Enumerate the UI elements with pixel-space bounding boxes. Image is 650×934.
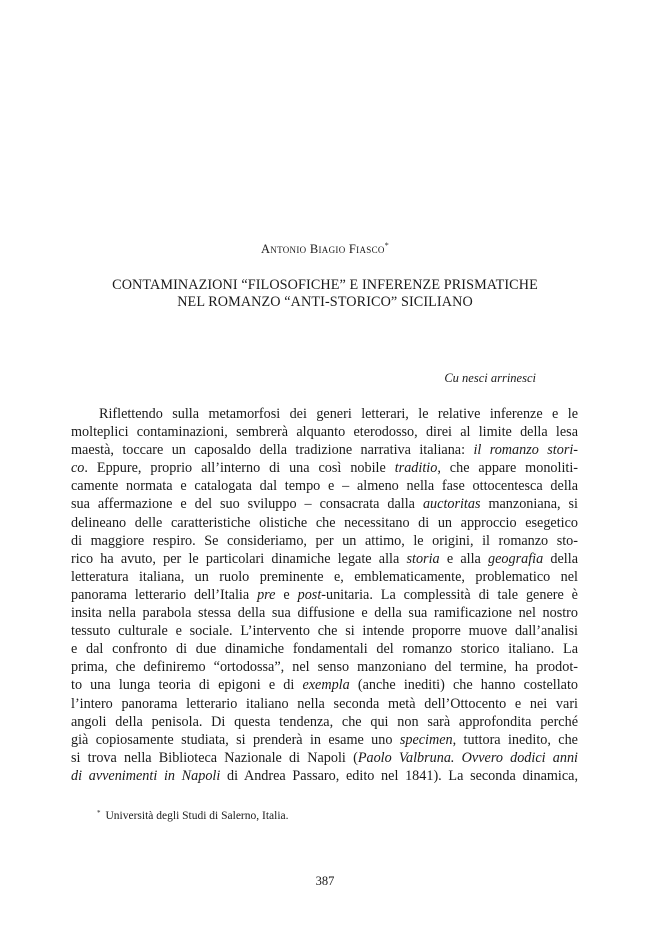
text-line: insita nella parabola stessa della sua diffusione e della sua ramificazione nel nostro [71,605,578,622]
text-line: sua affermazione e del suo sviluppo – consacrata dalla auctoritas manzoniana, si [71,496,578,513]
page-number: 387 [315,874,335,888]
text-line: camente normata e catalogata dal tempo e – almeno nella fase ottocentesca della [71,478,578,495]
title-line: CONTAMINAZIONI “FILOSOFICHE” E INFERENZE PRISMATICHE [112,277,538,293]
text-line: di maggiore respiro. Se consideriamo, per un attimo, le origini, il romanzo sto- [71,532,578,549]
text-line: già copiosamente studiata, si prenderà in esame uno specimen, tuttora inedito, che [71,731,578,748]
text-line: Riflettendo sulla metamorfosi dei generi letterari, le relative inferenze e le [99,406,578,422]
text-line: co. Eppure, proprio all’interno di una così nobile traditio, che appare monoliti- [71,460,578,477]
footnote-marker: * [384,241,389,250]
text-line: si trova nella Biblioteca Nazionale di Napoli (Paolo Valbruna. Ovvero dodici anni [71,749,579,766]
text-line: delineano delle caratteristiche olistiche che necessitano di un approccio esegetico [71,514,578,531]
footnote-text: Università degli Studi di Salerno, Italia. [105,810,289,822]
text-line: di avvenimenti in Napoli di Andrea Passaro, edito nel 1841). La seconda dinamica, [71,767,578,784]
text-line: to una lunga teoria di epigoni e di exempla (anche inediti) che hanno costellato [71,677,578,694]
footnote [97,809,289,822]
text-line: angoli della penisola. Di questa tendenza, che qui non sarà approfondita perché [71,713,578,730]
footnote-marker: * [97,809,101,817]
article-title [60,277,590,311]
epigraph: Cu nesci arrinesci [444,371,536,385]
text-line: e dal confronto di due dinamiche fondamentali del romanzo storico italiano. La [71,641,578,658]
body-paragraph [71,405,578,785]
text-line: l’intero panorama letterario italiano nella seconda metà dell’Ottocento e nei vari [71,695,578,712]
author-name: Antonio Biagio Fiasco* [260,241,389,257]
text-line: maestà, toccare un caposaldo della tradizione narrativa italiana: il romanzo stori- [71,442,579,459]
text-line: panorama letterario dell’Italia pre e post-unitaria. La complessità di tale genere è [71,586,578,603]
text-line: tessuto culturale e sociale. L’intervento che si intende proporre muove dall’analisi [71,623,578,640]
text-line: rico ha avuto, per le particolari dinamiche legate alla storia e alla geografia della [71,550,578,567]
title-line: NEL ROMANZO “ANTI-STORICO” SICILIANO [177,294,473,310]
text-line: prima, che definiremo “ortodossa”, nel senso manzoniano del termine, ha prodot- [71,659,578,676]
text-line: molteplici contaminazioni, sembrerà alquanto eterodosso, direi al limite della lesa [71,424,578,441]
text-line: letteratura italiana, un ruolo preminente e, emblematicamente, problematico nel [71,568,578,585]
